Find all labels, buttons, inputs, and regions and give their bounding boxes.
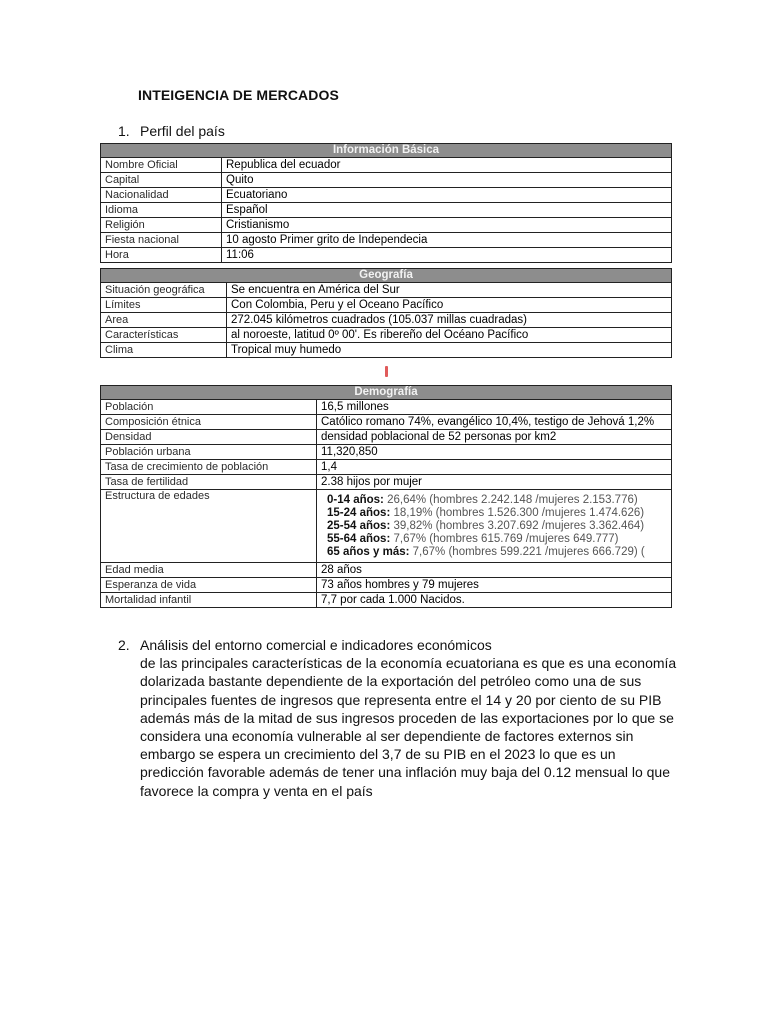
table-row bbox=[101, 248, 672, 263]
row-value: 73 años hombres y 79 mujeres bbox=[317, 578, 672, 593]
row-value: Con Colombia, Peru y el Oceano Pacífico bbox=[227, 298, 672, 313]
row-key: Clima bbox=[101, 343, 227, 358]
row-value: 11:06 bbox=[222, 248, 672, 263]
row-key: Límites bbox=[101, 298, 227, 313]
row-key: Mortalidad infantil bbox=[101, 593, 317, 608]
document-title: INTEIGENCIA DE MERCADOS bbox=[138, 87, 339, 103]
row-key: Características bbox=[101, 328, 227, 343]
table-row bbox=[101, 283, 672, 298]
row-key: Densidad bbox=[101, 430, 317, 445]
table-row bbox=[101, 578, 672, 593]
table-row bbox=[101, 218, 672, 233]
table-row bbox=[101, 490, 672, 563]
row-key: Tasa de fertilidad bbox=[101, 475, 317, 490]
table-row bbox=[101, 173, 672, 188]
age-group-label: 25-54 años: bbox=[327, 519, 391, 532]
row-key: Nacionalidad bbox=[101, 188, 222, 203]
table-row bbox=[101, 415, 672, 430]
section-2-paragraph: de las principales características de la economía ecuatoriana es que es una economía dolarizada bastante dependiente de la exportación del petróleo como una de sus principales fuentes de ingresos que representa entre el 14 y 20 por ciento de su PIB además más de la mitad de sus ingresos proceden de las exportaciones por lo que se considera una economía vulnerable al ser dependiente de factores externos sin embargo se espera un crecimiento del 3,7 de su PIB en el 2023 lo que es un predicción favorable además de tener una inflación muy baja del 0.12 mensual lo que favorece la compra y venta en el país bbox=[140, 655, 677, 799]
geography-table bbox=[100, 268, 672, 358]
row-key: Situación geográfica bbox=[101, 283, 227, 298]
table-row bbox=[101, 233, 672, 248]
demography-table bbox=[100, 385, 672, 608]
basic-info-header-row bbox=[101, 144, 672, 158]
row-value: Católico romano 74%, evangélico 10,4%, testigo de Jehová 1,2% bbox=[317, 415, 672, 430]
row-key: Capital bbox=[101, 173, 222, 188]
geography-header: Geografía bbox=[101, 269, 672, 283]
geography-header-row bbox=[101, 269, 672, 283]
row-value: 2.38 hijos por mujer bbox=[317, 475, 672, 490]
age-group-label: 15-24 años: bbox=[327, 506, 391, 519]
red-mark-decoration bbox=[385, 366, 388, 377]
age-group-text: 26,64% (hombres 2.242.148 /mujeres 2.153.776) bbox=[383, 493, 638, 506]
age-group-label: 55-64 años: bbox=[327, 532, 391, 545]
section-2 bbox=[118, 636, 678, 800]
basic-info-table bbox=[100, 143, 672, 263]
age-group-text: 18,19% (hombres 1.526.300 /mujeres 1.474.626) bbox=[390, 506, 645, 519]
row-value: 1,4 bbox=[317, 460, 672, 475]
section-2-number: 2. bbox=[118, 637, 130, 653]
row-value: Ecuatoriano bbox=[222, 188, 672, 203]
section-2-heading bbox=[118, 636, 678, 654]
row-value: Cristianismo bbox=[222, 218, 672, 233]
row-key: Población urbana bbox=[101, 445, 317, 460]
age-group-text: 7,67% (hombres 615.769 /mujeres 649.777) bbox=[390, 532, 619, 545]
row-value: Español bbox=[222, 203, 672, 218]
table-row bbox=[101, 203, 672, 218]
age-group-line bbox=[327, 507, 667, 520]
row-value: densidad poblacional de 52 personas por km2 bbox=[317, 430, 672, 445]
table-row bbox=[101, 188, 672, 203]
table-row bbox=[101, 400, 672, 415]
row-value: 10 agosto Primer grito de Independecia bbox=[222, 233, 672, 248]
row-key: Area bbox=[101, 313, 227, 328]
row-key: Estructura de edades bbox=[101, 490, 317, 563]
row-value: 7,7 por cada 1.000 Nacidos. bbox=[317, 593, 672, 608]
table-row bbox=[101, 343, 672, 358]
row-value: 11,320,850 bbox=[317, 445, 672, 460]
section-2-title: Análisis del entorno comercial e indicadores económicos bbox=[140, 637, 492, 653]
section-1-title: Perfil del país bbox=[140, 123, 225, 139]
age-group-text: 39,82% (hombres 3.207.692 /mujeres 3.362.464) bbox=[390, 519, 645, 532]
row-key: Fiesta nacional bbox=[101, 233, 222, 248]
table-row bbox=[101, 158, 672, 173]
section-1-heading bbox=[118, 123, 225, 139]
row-value: Quito bbox=[222, 173, 672, 188]
table-row bbox=[101, 328, 672, 343]
row-value: 272.045 kilómetros cuadrados (105.037 millas cuadradas) bbox=[227, 313, 672, 328]
demography-header: Demografía bbox=[101, 386, 672, 400]
row-value: 28 años bbox=[317, 563, 672, 578]
row-key: Nombre Oficial bbox=[101, 158, 222, 173]
table-row bbox=[101, 475, 672, 490]
row-key: Religión bbox=[101, 218, 222, 233]
row-value: al noroeste, latitud 0º 00'. Es ribereño del Océano Pacífico bbox=[227, 328, 672, 343]
age-group-label: 65 años y más: bbox=[327, 545, 410, 558]
age-structure-cell bbox=[317, 490, 672, 563]
section-1-number: 1. bbox=[118, 123, 130, 139]
table-row bbox=[101, 298, 672, 313]
age-group-text: 7,67% (hombres 599.221 /mujeres 666.729) ( bbox=[409, 545, 645, 558]
age-group-line bbox=[327, 494, 667, 507]
row-key: Esperanza de vida bbox=[101, 578, 317, 593]
table-row bbox=[101, 445, 672, 460]
age-group-label: 0-14 años: bbox=[327, 493, 384, 506]
basic-info-header: Información Básica bbox=[101, 144, 672, 158]
row-value: Republica del ecuador bbox=[222, 158, 672, 173]
row-value: Se encuentra en América del Sur bbox=[227, 283, 672, 298]
row-value: Tropical muy humedo bbox=[227, 343, 672, 358]
age-group-line bbox=[327, 520, 667, 533]
row-key: Idioma bbox=[101, 203, 222, 218]
table-row bbox=[101, 460, 672, 475]
table-row bbox=[101, 313, 672, 328]
demography-header-row bbox=[101, 386, 672, 400]
table-row bbox=[101, 430, 672, 445]
table-row bbox=[101, 563, 672, 578]
age-group-line bbox=[327, 546, 667, 559]
age-group-line bbox=[327, 533, 667, 546]
row-key: Composición étnica bbox=[101, 415, 317, 430]
row-key: Hora bbox=[101, 248, 222, 263]
row-key: Edad media bbox=[101, 563, 317, 578]
row-key: Tasa de crecimiento de población bbox=[101, 460, 317, 475]
row-value: 16,5 millones bbox=[317, 400, 672, 415]
table-row bbox=[101, 593, 672, 608]
row-key: Población bbox=[101, 400, 317, 415]
